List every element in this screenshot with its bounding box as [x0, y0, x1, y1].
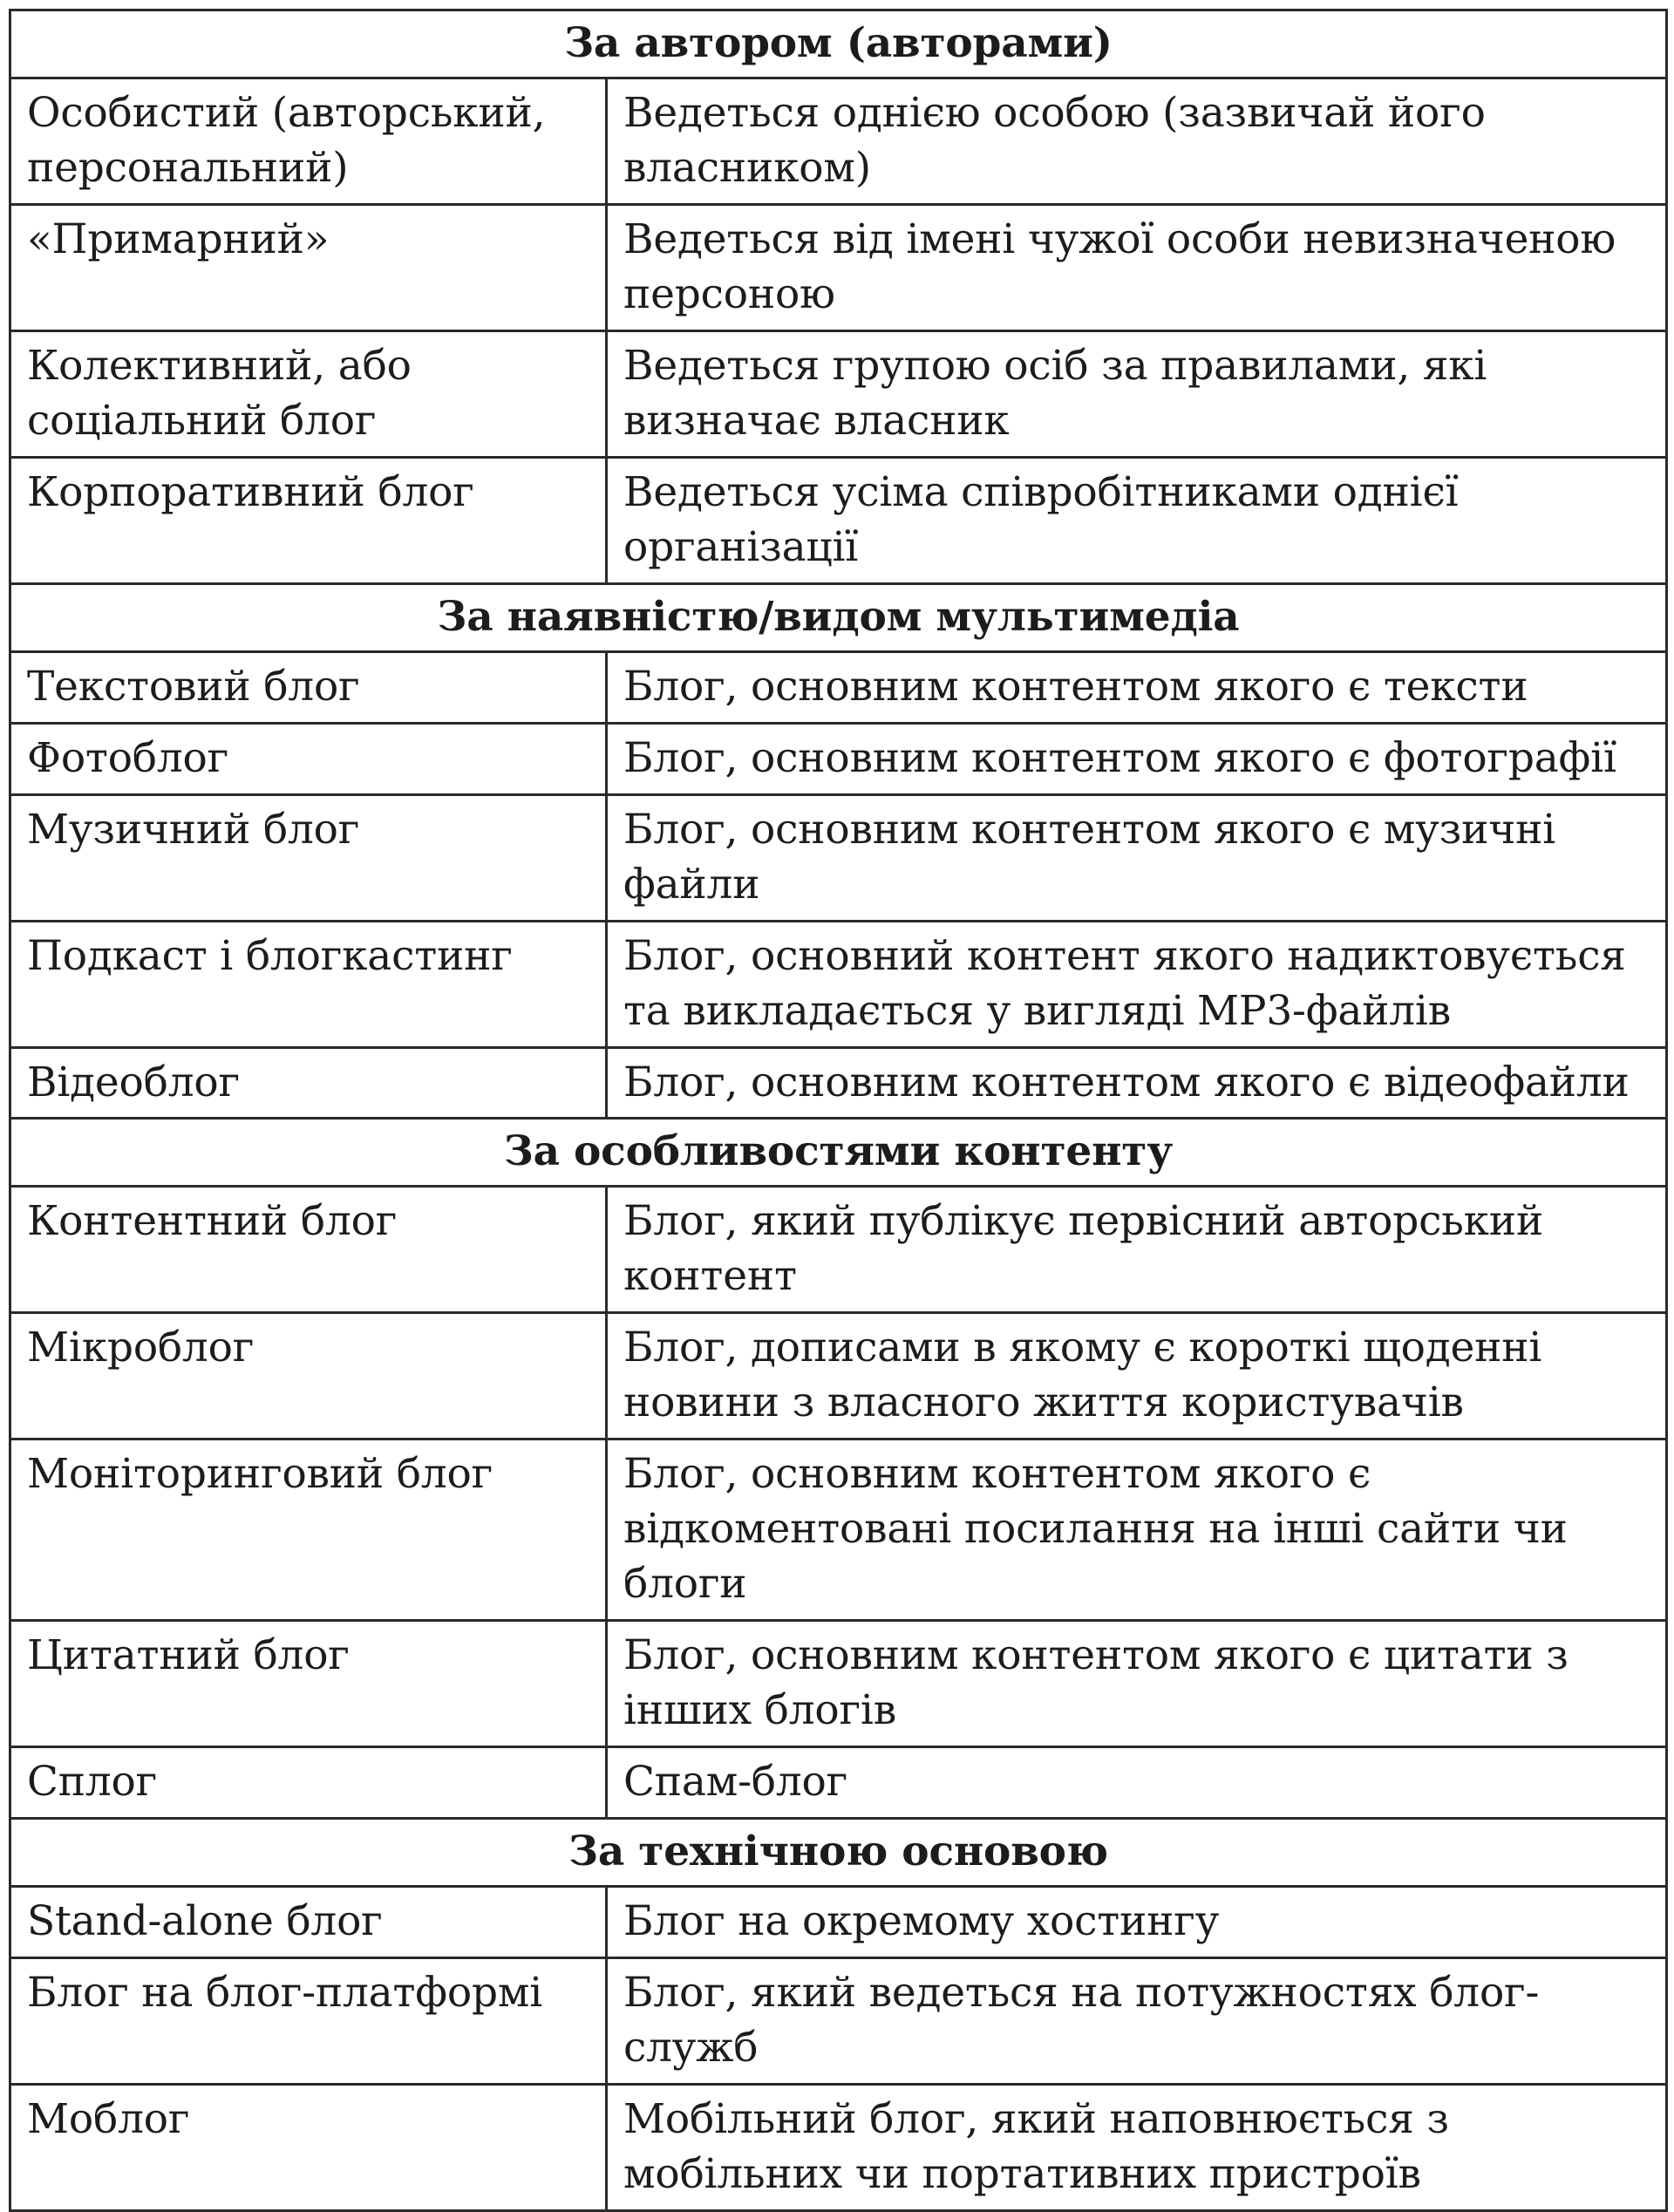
- blog-type-cell: Контентний блог: [10, 1187, 607, 1313]
- blog-description-cell: Блог, основним контентом якого є фотографії: [607, 723, 1667, 794]
- section-title: За особливостями контенту: [10, 1119, 1667, 1187]
- blog-type-cell: Текстовий блог: [10, 651, 607, 723]
- section-header-row: [10, 1119, 1667, 1187]
- table-row: [10, 1887, 1667, 1958]
- blog-description-cell: Блог, основним контентом якого є тексти: [607, 651, 1667, 723]
- table-row: [10, 330, 1667, 457]
- table-row: [10, 1440, 1667, 1621]
- blog-description-cell: Мобільний блог, який наповнюється з мобільних чи портативних пристроїв: [607, 2085, 1667, 2211]
- blog-description-cell: Блог, основним контентом якого є відеофайли: [607, 1047, 1667, 1119]
- section-header-row: [10, 10, 1667, 78]
- table-row: [10, 1187, 1667, 1313]
- table-row: [10, 457, 1667, 583]
- table-row: [10, 921, 1667, 1047]
- blog-description-cell: Блог, основним контентом якого є цитати з інших блогів: [607, 1621, 1667, 1747]
- blog-type-cell: Мікроблог: [10, 1313, 607, 1440]
- blog-type-cell: Цитатний блог: [10, 1621, 607, 1747]
- blog-type-cell: Фотоблог: [10, 723, 607, 794]
- section-header-row: [10, 1819, 1667, 1887]
- blog-description-cell: Ведеться від імені чужої особи невизначеною персоною: [607, 204, 1667, 330]
- blog-type-cell: Особистий (авторський, персональний): [10, 78, 607, 204]
- blog-type-cell: Музичний блог: [10, 794, 607, 921]
- section-title: За технічною основою: [10, 1819, 1667, 1887]
- table-row: [10, 651, 1667, 723]
- blog-description-cell: Блог, основний контент якого надиктовується та викладається у вигляді МР3-файлів: [607, 921, 1667, 1047]
- table-row: [10, 2085, 1667, 2211]
- table-row: [10, 1747, 1667, 1819]
- blog-description-cell: Блог, який публікує первісний авторський контент: [607, 1187, 1667, 1313]
- blog-description-cell: Спам-блог: [607, 1747, 1667, 1819]
- blog-description-cell: Блог, основним контентом якого є музичні файли: [607, 794, 1667, 921]
- section-title: За наявністю/видом мультимедіа: [10, 583, 1667, 651]
- table-row: [10, 1047, 1667, 1119]
- blog-type-cell: Блог на блог-платформі: [10, 1958, 607, 2085]
- blog-description-cell: Ведеться однією особою (зазвичай його власником): [607, 78, 1667, 204]
- table-row: [10, 78, 1667, 204]
- table-row: [10, 1621, 1667, 1747]
- table-row: [10, 1313, 1667, 1440]
- blog-type-cell: Корпоративний блог: [10, 457, 607, 583]
- blog-type-cell: Моблог: [10, 2085, 607, 2211]
- blog-description-cell: Блог, основним контентом якого є відкоментовані посилання на інші сайти чи блоги: [607, 1440, 1667, 1621]
- blog-type-cell: Stand-alone блог: [10, 1887, 607, 1958]
- table-row: [10, 204, 1667, 330]
- blog-description-cell: Ведеться групою осіб за правилами, які визначає власник: [607, 330, 1667, 457]
- table-row: [10, 723, 1667, 794]
- blog-description-cell: Блог, який ведеться на потужностях блог-служб: [607, 1958, 1667, 2085]
- blog-type-cell: Моніторинговий блог: [10, 1440, 607, 1621]
- blog-description-cell: Ведеться усіма співробітниками однієї організації: [607, 457, 1667, 583]
- blog-description-cell: Блог, дописами в якому є короткі щоденні новини з власного життя користувачів: [607, 1313, 1667, 1440]
- blog-description-cell: Блог на окремому хостингу: [607, 1887, 1667, 1958]
- blog-type-cell: Сплог: [10, 1747, 607, 1819]
- blog-type-cell: «Примарний»: [10, 204, 607, 330]
- blog-types-table: [9, 9, 1668, 2212]
- table-row: [10, 1958, 1667, 2085]
- blog-type-cell: Колективний, або соціальний блог: [10, 330, 607, 457]
- blog-type-cell: Подкаст і блогкастинг: [10, 921, 607, 1047]
- section-title: За автором (авторами): [10, 10, 1667, 78]
- section-header-row: [10, 583, 1667, 651]
- table-row: [10, 794, 1667, 921]
- blog-type-cell: Відеоблог: [10, 1047, 607, 1119]
